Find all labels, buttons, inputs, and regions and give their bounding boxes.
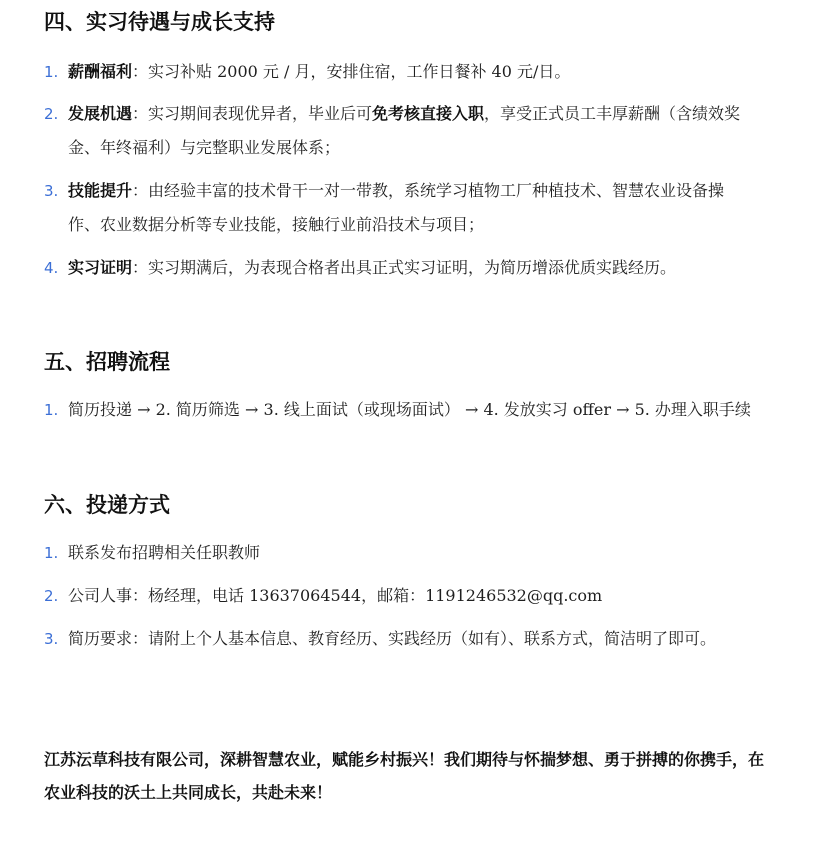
- closing-statement: 江苏沄草科技有限公司，深耕智慧农业，赋能乡村振兴！我们期待与怀揣梦想、勇于拼搏的你携手，在农业科技的沃土上共同成长，共赴未来！: [44, 750, 765, 802]
- list-number: 2.: [44, 105, 59, 123]
- section-heading-benefits: 四、实习待遇与成长支持: [44, 10, 275, 34]
- list-item-body: 联系发布招聘相关任职教师: [68, 543, 261, 562]
- list-number: 1.: [44, 63, 59, 81]
- list-item-salary: [44, 55, 756, 89]
- item-keyword: 薪酬福利: [68, 62, 133, 81]
- item-text: ：实习补贴 2000 元 / 月，安排住宿，工作日餐补 40 元/日。: [132, 62, 571, 81]
- list-item-development: [44, 97, 756, 165]
- list-item-body: 简历投递 → 2. 简历筛选 → 3. 线上面试（或现场面试） → 4. 发放实习 offer → 5. 办理入职手续: [68, 400, 751, 419]
- list-item-process-steps: [44, 393, 756, 427]
- list-number: 4.: [44, 259, 59, 277]
- list-item-contact-teacher: [44, 536, 756, 570]
- section-heading-process: 五、招聘流程: [44, 350, 170, 374]
- item-text: ：由经验丰富的技术骨干一对一带教，系统学习植物工厂种植技术、智慧农业设备操作、农业数据分析等专业技能，接触行业前沿技术与项目；: [68, 181, 725, 234]
- list-item-body: 简历要求：请附上个人基本信息、教育经历、实践经历（如有）、联系方式，简洁明了即可。: [68, 629, 717, 648]
- section-heading-application: 六、投递方式: [44, 493, 170, 517]
- list-item-body: [68, 55, 756, 89]
- list-item-body: 公司人事：杨经理，电话 13637064544，邮箱：1191246532@qq.com: [68, 586, 603, 605]
- item-text: ：实习期满后，为表现合格者出具正式实习证明，为简历增添优质实践经历。: [132, 258, 677, 277]
- list-item-body: [68, 251, 756, 285]
- list-number: 1.: [44, 401, 59, 419]
- item-text: ：实习期间表现优异者，毕业后可: [132, 104, 373, 123]
- list-item-hr-contact: [44, 579, 756, 613]
- list-number: 2.: [44, 587, 59, 605]
- list-item-body: [68, 97, 756, 165]
- list-number: 3.: [44, 182, 59, 200]
- list-item-certificate: [44, 251, 756, 285]
- item-keyword: 发展机遇: [68, 104, 133, 123]
- item-keyword: 实习证明: [68, 258, 133, 277]
- item-highlight: 免考核直接入职: [372, 104, 485, 123]
- list-item-skills: [44, 174, 756, 242]
- list-item-body: [68, 174, 756, 242]
- list-item-resume-requirements: [44, 622, 756, 656]
- item-text: ，享受正式员工丰厚薪酬（含绩效奖金、年终福利）与完整职业发展体系；: [68, 104, 741, 157]
- list-number: 3.: [44, 630, 59, 648]
- item-keyword: 技能提升: [68, 181, 133, 200]
- list-number: 1.: [44, 544, 59, 562]
